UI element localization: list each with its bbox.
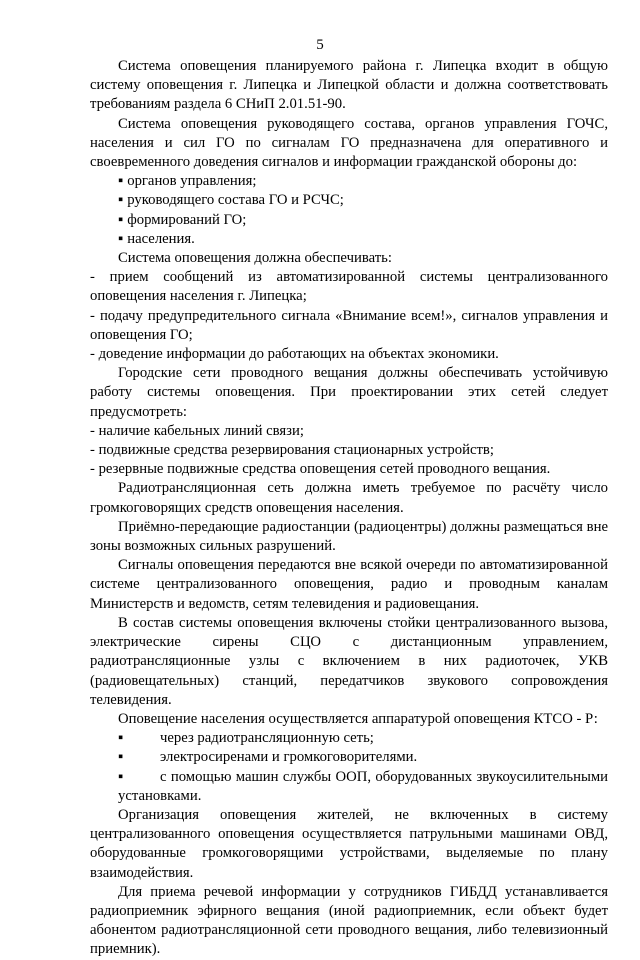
paragraph-patrol-alerting: Организация оповещения жителей, не включенных в систему централизованного оповещения осуществляется патрульными машинами ОВД, оборудованные громкоговорящими устройствами, выделяемые по плану взаимодействия. bbox=[90, 806, 608, 881]
provision-item: - подвижные средства резервирования стационарных устройств; bbox=[90, 442, 494, 459]
paragraph-wired-broadcast: Городские сети проводного вещания должны обеспечивать устойчивую работу системы оповещения. При проектировании этих сетей следует предусмотреть: bbox=[90, 365, 608, 420]
page-number: 5 bbox=[316, 37, 324, 53]
paragraph-radio-stations: Приёмно-передающие радиостанции (радиоцентры) должны размещаться вне зоны возможных сильных разрушений. bbox=[90, 518, 608, 555]
list-item: ▪ органов управления; bbox=[90, 172, 608, 191]
list-item bbox=[90, 768, 608, 806]
paragraph-alert-system-purpose: Система оповещения руководящего состава, органов управления ГОЧС, населения и сил ГО по сигналам ГО предназначена для оперативного и своевременного доведения сигналов и информации гражданской обороны до: bbox=[90, 115, 608, 171]
requirement-item: - прием сообщений из автоматизированной системы централизованного оповещения населения г. Липецка; bbox=[90, 269, 608, 305]
paragraph-alert-system-scope: Система оповещения планируемого района г. Липецка входит в общую систему оповещения г. Липецка и Липецкой области и должна соответствовать требованиям раздела 6 СНиП 2.01.51-90. bbox=[90, 58, 608, 113]
list-item: ▪ формирований ГО; bbox=[90, 211, 608, 230]
list-item-text: через радиотрансляционную сеть; bbox=[160, 730, 374, 747]
paragraph-ktso-equipment: Оповещение населения осуществляется аппаратурой оповещения КТСО - Р: bbox=[118, 710, 598, 727]
list-item bbox=[90, 729, 608, 748]
paragraph-gibdd-radio: Для приема речевой информации у сотрудников ГИБДД устанавливается радиоприемник эфирного вещания (иной радиоприемник, если объект будет абонентом радиотрансляционной сети проводного вещания, либо телевизионный приемник). bbox=[90, 883, 608, 958]
list-item: ▪ руководящего состава ГО и РСЧС; bbox=[90, 191, 608, 210]
list-item-text: электросиренами и громкоговорителями. bbox=[160, 749, 418, 766]
paragraph-requirements-intro: Система оповещения должна обеспечивать: bbox=[118, 250, 392, 267]
list-item: ▪ населения. bbox=[90, 230, 608, 249]
provision-item: - резервные подвижные средства оповещения сетей проводного вещания. bbox=[90, 461, 551, 478]
means-list bbox=[90, 729, 608, 806]
document-body bbox=[90, 57, 608, 960]
paragraph-system-composition: В состав системы оповещения включены стойки централизованного вызова, электрические сирены СЦО с дистанционным управлением, радиотрансляционные узлы с включением в них радиоточек, УКВ (радиовещательных) станций, передатчиков звукового сопровождения телевидения. bbox=[90, 614, 608, 708]
paragraph-signal-transmission: Сигналы оповещения передаются вне всякой очереди по автоматизированной системе централизованного оповещения, радио и проводным каналам Министерств и ведомств, сетям телевидения и радиовещания. bbox=[90, 557, 608, 612]
list-item-text: с помощью машин службы ООП, оборудованных звукоусилительными установками. bbox=[118, 768, 608, 804]
provision-item: - наличие кабельных линий связи; bbox=[90, 422, 304, 439]
requirement-item: - доведение информации до работающих на объектах экономики. bbox=[90, 346, 499, 363]
list-item bbox=[90, 748, 608, 767]
requirement-item: - подачу предупредительного сигнала «Внимание всем!», сигналов управления и оповещения ГО; bbox=[90, 307, 608, 343]
paragraph-radio-network: Радиотрансляционная сеть должна иметь требуемое по расчёту число громкоговорящих средств оповещения населения. bbox=[90, 480, 608, 516]
recipients-list bbox=[90, 172, 608, 249]
